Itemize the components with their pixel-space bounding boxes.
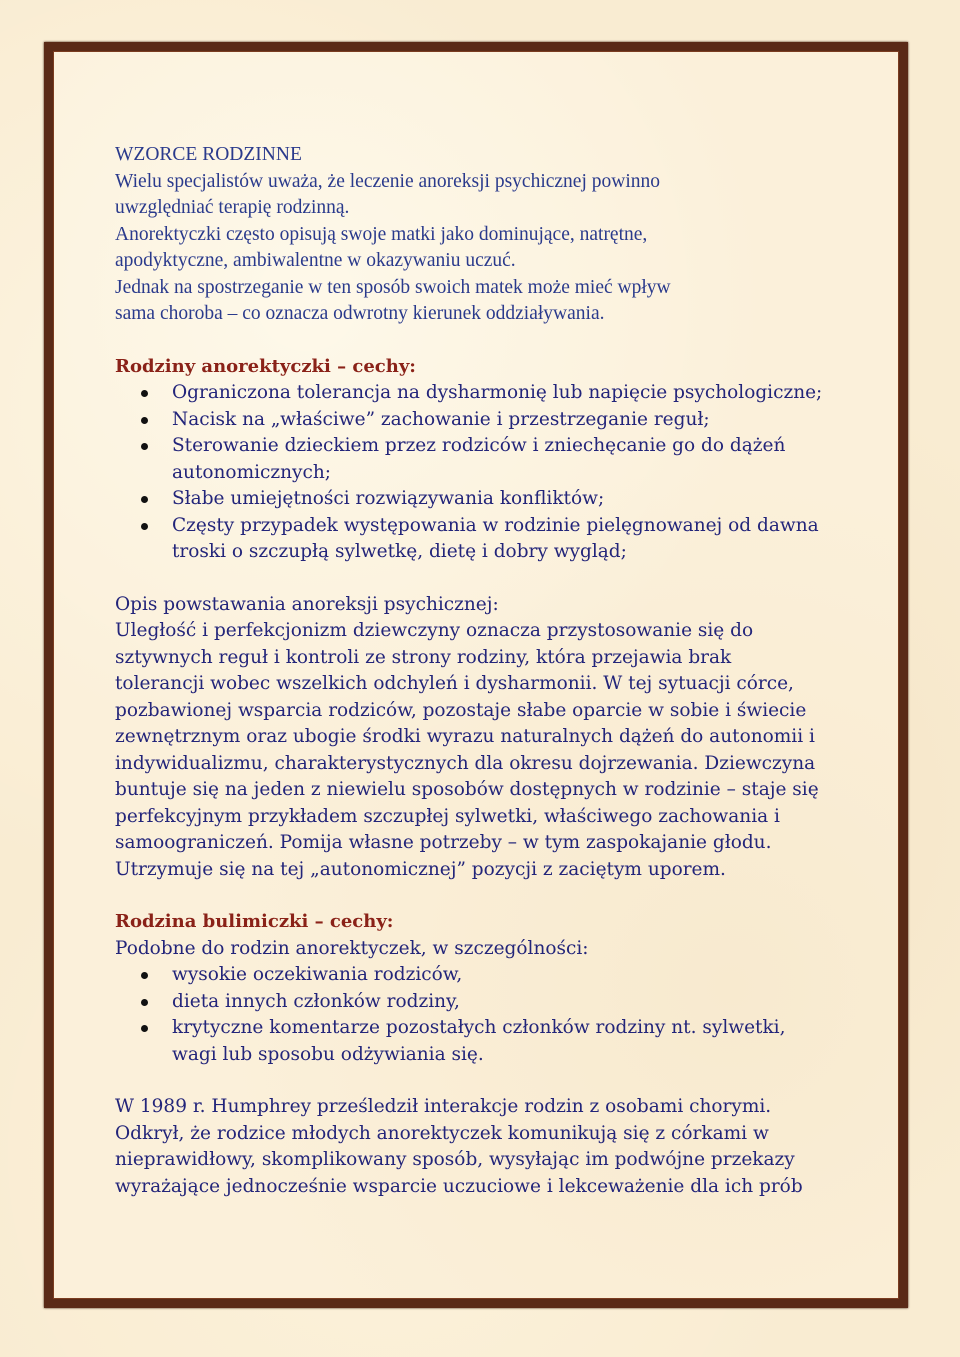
feature-list: [115, 962, 850, 1068]
paragraph-line: wyrażające jednocześnie wsparcie uczuciowe i lekceważenie dla ich prób: [115, 1175, 803, 1197]
list-item: [115, 380, 850, 407]
list-item: [115, 486, 850, 513]
list-item-line: Ograniczona tolerancja na dysharmonię lub napięcie psychologiczne;: [172, 382, 823, 403]
bullet-icon: [141, 496, 148, 503]
list-item-line: dieta innych członków rodziny,: [172, 990, 460, 1012]
paragraph-line: pozbawionej wsparcia rodziców, pozostaje słabe oparcie w sobie i świecie: [115, 699, 807, 721]
paragraph-line: indywidualizmu, charakterystycznych dla okresu dojrzewania. Dziewczyna: [115, 752, 816, 774]
list-item-line: autonomicznych;: [172, 461, 332, 483]
paragraph-line: sama choroba – co oznacza odwrotny kierunek oddziaływania.: [115, 303, 605, 324]
paragraph-line: Podobne do rodzin anorektyczek, w szczególności:: [115, 937, 589, 959]
list-item: [115, 407, 850, 434]
list-item-line: wysokie oczekiwania rodziców,: [172, 964, 463, 985]
bullet-icon: [141, 972, 148, 979]
bullet-icon: [141, 390, 148, 397]
paragraph-line: W 1989 r. Humphrey prześledził interakcje rodzin z osobami chorymi.: [115, 1096, 772, 1117]
list-item: [115, 513, 850, 566]
paragraph-line: apodyktyczne, ambiwalentne w okazywaniu uczuć.: [115, 250, 516, 271]
list-item: [115, 433, 850, 486]
bullet-icon: [141, 443, 148, 450]
section-heading: Rodzina bulimiczki – cechy:: [115, 911, 394, 932]
section-title: WZORCE RODZINNE: [115, 144, 302, 165]
paragraph-line: Wielu specjalistów uważa, że leczenie anoreksji psychicznej powinno: [115, 170, 661, 192]
paragraph-line: nieprawidłowy, skomplikowany sposób, wysyłając im podwójne przekazy: [115, 1149, 795, 1170]
paragraph-line: Uległość i perfekcjonizm dziewczyny oznacza przystosowanie się do: [115, 620, 754, 641]
paragraph-line: buntuje się na jeden z niewielu sposobów dostępnych w rodzinie – staje się: [115, 779, 819, 800]
paragraph-line: samoograniczeń. Pomija własne potrzeby – w tym zaspokajanie głodu.: [115, 832, 772, 853]
paragraph-line: sztywnych reguł i kontroli ze strony rodziny, która przejawia brak: [115, 646, 732, 668]
list-item-line: krytyczne komentarze pozostałych członków rodziny nt. sylwetki,: [172, 1017, 786, 1038]
list-item: [115, 989, 850, 1016]
list-item-line: Sterowanie dzieckiem przez rodziców i zniechęcanie go do dążeń: [172, 435, 786, 456]
section-heading: Opis powstawania anoreksji psychicznej:: [115, 593, 499, 615]
bullet-icon: [141, 417, 148, 424]
paragraph-line: uwzględniać terapię rodzinną.: [115, 197, 350, 218]
list-item-line: Częsty przypadek występowania w rodzinie pielęgnowanej od dawna: [172, 514, 819, 536]
paragraph-line: perfekcyjnym przykładem szczupłej sylwetki, właściwego zachowania i: [115, 805, 780, 827]
section-family-patterns: [115, 142, 850, 328]
bullet-icon: [141, 523, 148, 530]
section-humphrey-research: [115, 1094, 850, 1200]
paragraph-line: tolerancji wobec wszelkich odchyleń i dysharmonii. W tej sytuacji córce,: [115, 673, 794, 694]
feature-list: [115, 380, 850, 566]
section-anorexia-families: [115, 354, 850, 566]
document-body: [115, 142, 850, 1200]
paragraph-line: Odkrył, że rodzice młodych anorektyczek komunikują się z córkami w: [115, 1122, 769, 1144]
paragraph-line: zewnętrznym oraz ubogie środki wyrazu naturalnych dążeń do autonomii i: [115, 726, 815, 747]
list-item-line: Nacisk na „właściwe” zachowanie i przestrzeganie reguł;: [172, 408, 710, 430]
paragraph-line: Anorektyczki często opisują swoje matki jako dominujące, natrętne,: [115, 223, 648, 245]
list-item-line: troski o szczupłą sylwetkę, dietę i dobry wygląd;: [172, 541, 627, 562]
list-item-line: wagi lub sposobu odżywiania się.: [172, 1043, 484, 1065]
section-anorexia-origin: [115, 592, 850, 884]
bullet-icon: [141, 999, 148, 1006]
list-item: [115, 1015, 850, 1068]
section-heading: Rodziny anorektyczki – cechy:: [115, 355, 416, 377]
paragraph-line: Utrzymuje się na tej „autonomicznej” pozycji z zaciętym uporem.: [115, 858, 726, 880]
list-item: [115, 962, 850, 989]
section-bulimia-families: [115, 909, 850, 1068]
list-item-line: Słabe umiejętności rozwiązywania konfliktów;: [172, 488, 605, 509]
paragraph-line: Jednak na spostrzeganie w ten sposób swoich matek może mieć wpływ: [115, 276, 671, 298]
bullet-icon: [141, 1025, 148, 1032]
